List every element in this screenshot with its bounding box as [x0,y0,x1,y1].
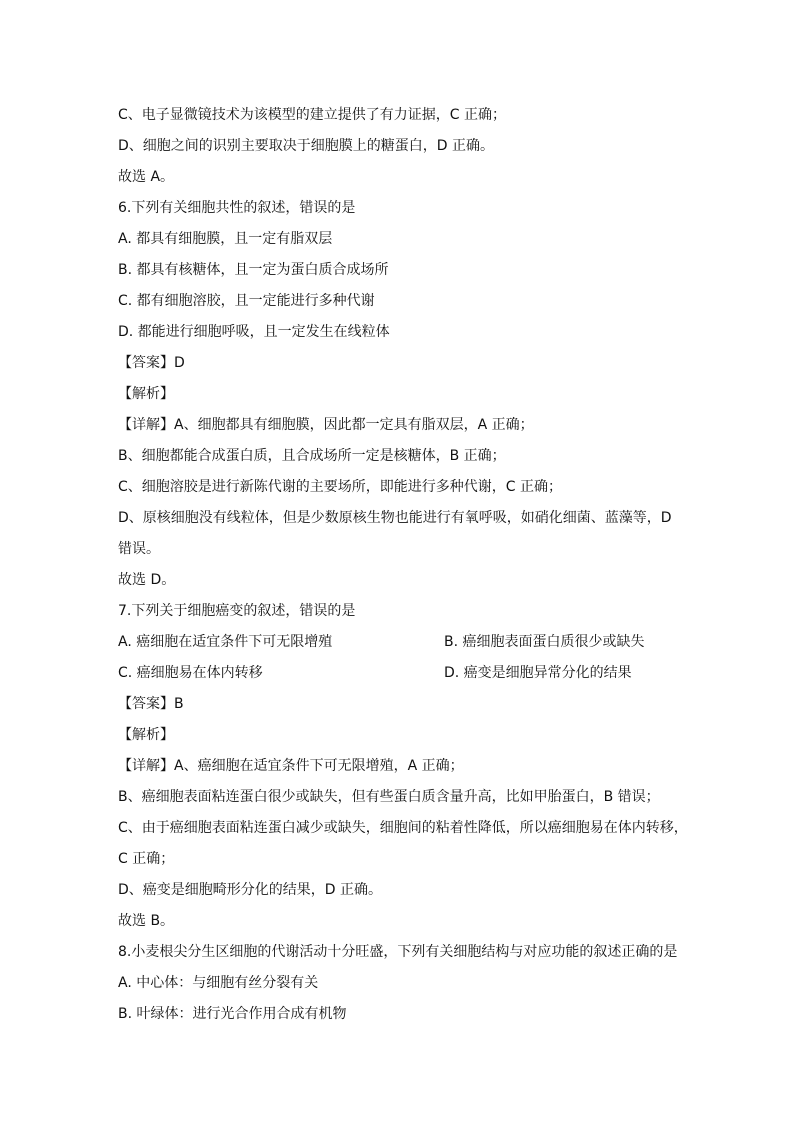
q7-analysis-line: D、癌变是细胞畸形分化的结果，D 正确。 [118,882,383,898]
q6-option-a: A. 都具有细胞膜，且一定有脂双层 [118,231,333,247]
q6-choose: 故选 D。 [118,572,176,588]
q8-option-b: B. 叶绿体：进行光合作用合成有机物 [118,1006,347,1022]
q6-option-b: B. 都具有核糖体，且一定为蛋白质合成场所 [118,262,389,278]
q6-analysis-heading: 【解析】 [118,386,174,402]
q6-option-c: C. 都有细胞溶胶，且一定能进行多种代谢 [118,293,375,309]
q6-analysis-line: 错误。 [118,541,160,557]
q8-option-a: A. 中心体：与细胞有丝分裂有关 [118,975,319,991]
document-content [118,100,688,1030]
q7-analysis-line: B、癌细胞表面粘连蛋白很少或缺失，但有些蛋白质含量升高，比如甲胎蛋白，B 错误； [118,789,660,805]
q7-options-row [118,627,688,658]
q7-option-a: A. 癌细胞在适宜条件下可无限增殖 [118,634,333,650]
q7-option-b: B. 癌细胞表面蛋白质很少或缺失 [444,634,645,650]
q7-analysis-line: C、由于癌细胞表面粘连蛋白减少或缺失，细胞间的粘着性降低，所以癌细胞易在体内转移， [118,820,688,836]
q6-analysis-line: 【详解】A、细胞都具有细胞膜，因此都一定具有脂双层，A 正确； [118,417,534,433]
q5-analysis-c: C、电子显微镜技术为该模型的建立提供了有力证据，C 正确； [118,107,506,123]
q6-analysis-line: D、原核细胞没有线粒体，但是少数原核生物也能进行有氧呼吸，如硝化细菌、蓝藻等，D [118,510,672,526]
q6-option-d: D. 都能进行细胞呼吸，且一定发生在线粒体 [118,324,390,340]
q6-stem: 6.下列有关细胞共性的叙述，错误的是 [118,200,356,216]
q7-option-c: C. 癌细胞易在体内转移 [118,665,263,681]
q7-analysis-heading: 【解析】 [118,727,174,743]
q5-choose: 故选 A。 [118,169,175,185]
q6-analysis-line: C、细胞溶胶是进行新陈代谢的主要场所，即能进行多种代谢，C 正确； [118,479,562,495]
q7-options-row [118,658,688,689]
q7-analysis-line: 【详解】A、癌细胞在适宜条件下可无限增殖，A 正确； [118,758,464,774]
q7-stem: 7.下列关于细胞癌变的叙述，错误的是 [118,603,356,619]
q7-answer: 【答案】B [118,696,184,712]
q6-answer: 【答案】D [118,355,185,371]
q7-option-d: D. 癌变是细胞异常分化的结果 [444,665,632,681]
q7-choose: 故选 B。 [118,913,175,929]
q6-analysis-line: B、细胞都能合成蛋白质，且合成场所一定是核糖体，B 正确； [118,448,506,464]
q7-analysis-line: C 正确； [118,851,175,867]
q5-analysis-d: D、细胞之间的识别主要取决于细胞膜上的糖蛋白，D 正确。 [118,138,495,154]
q8-stem: 8.小麦根尖分生区细胞的代谢活动十分旺盛，下列有关细胞结构与对应功能的叙述正确的是 [118,944,678,960]
